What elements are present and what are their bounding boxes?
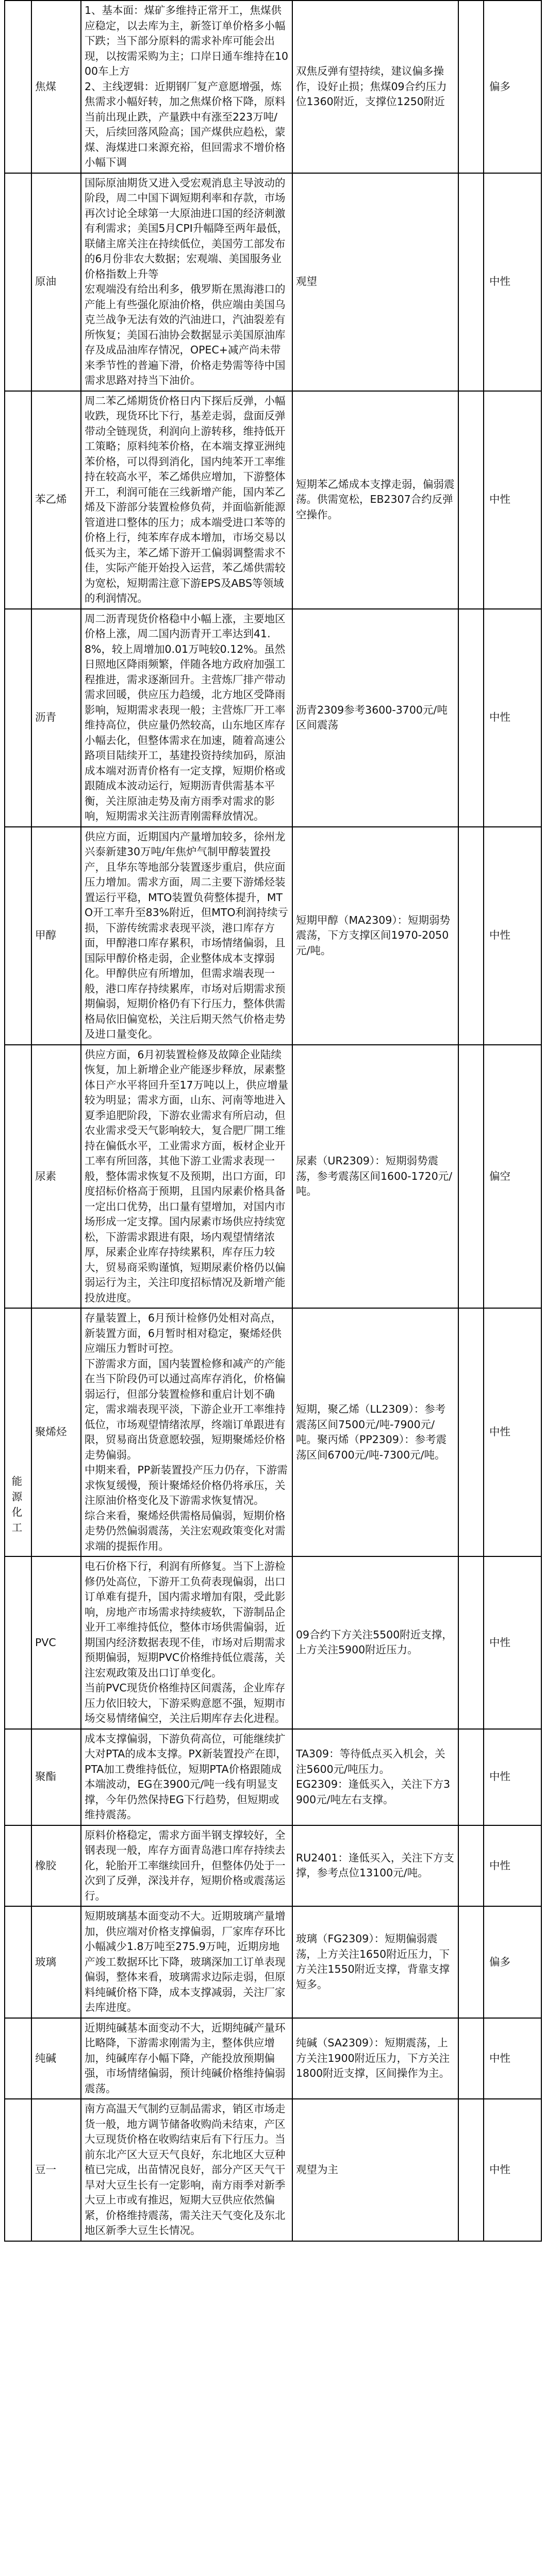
- category-cell: [5, 2019, 31, 2099]
- view-cell: 中性: [483, 1826, 541, 1906]
- category-cell: [5, 1045, 31, 1308]
- analysis-text: 近期纯碱基本面变动不大，近期纯碱产量环比略降，下游需求刚需为主，整体供应增加，纯碱库存小幅下降，产能投放预期偏强，市场情绪偏弱，预计纯碱价格维持偏弱震荡。: [80, 2019, 292, 2099]
- empty-cell: [458, 609, 483, 826]
- table-row: [5, 391, 541, 608]
- sector-label: 能 源 化 工: [11, 1475, 23, 1534]
- table-row: [5, 173, 541, 391]
- strategy-text: 沥青2309参考3600-3700元/吨区间震荡: [292, 609, 458, 826]
- product-name: 聚烯烃: [31, 1309, 80, 1556]
- analysis-text: 存量装置上，6月预计检修仍处相对高点，新装置方面，6月暂时相对稳定，聚烯烃供应端压力暂时可控。 下游需求方面，国内装置检修和减产的产能在当下阶段仍可以通过高库存消化，价格偏弱运行，但部分装置检修和重启计划不确定，需求端表现平淡，下游企业开工率维持低位，市场观望情绪浓厚，终端订单跟进有限，贸易商出货意愿较强，短期聚烯烃价格走势偏弱。 中期来看，PP新装置投产压力仍存，下游需求恢复缓慢，预计聚烯烃价格仍将承压，关注原油价格变化及下游需求恢复情况。 综合来看，聚烯烃供需格局偏弱，短期价格走势仍然偏弱震荡，关注宏观政策变化对需求端的提振作用。: [80, 1309, 292, 1556]
- empty-cell: [458, 1, 483, 173]
- category-cell: [5, 1, 31, 173]
- product-name: 甲醇: [31, 827, 80, 1044]
- product-name: 纯碱: [31, 2019, 80, 2099]
- table-row: [5, 826, 541, 1044]
- empty-cell: [458, 1309, 483, 1556]
- strategy-text: RU2401：逢低买入，关注下方支撑，参考点位13100元/吨。: [292, 1826, 458, 1906]
- view-cell: 中性: [483, 2099, 541, 2241]
- strategy-text: 短期，聚乙烯（LL2309）：参考震荡区间7500元/吨-7900元/吨。聚丙烯（PP2309）：参考震荡区间6700元/吨-7300元/吨。: [292, 1309, 458, 1556]
- strategy-text: 双焦反弹有望持续，建议偏多操作，设好止损；焦煤09合约压力位1360附近，支撑位1250附近: [292, 1, 458, 173]
- analysis-text: 原料价格稳定，需求方面半钢支撑较好，全钢表现一般，库存方面青岛港口库存持续去化，轮胎开工率继续回升，但整体仍处于一次到了反弹，深浅并存，短期价格或震荡运行。: [80, 1826, 292, 1906]
- strategy-text: 短期苯乙烯成本支撑走弱，偏弱震荡。供需宽松，EB2307合约反弹空操作。: [292, 392, 458, 608]
- strategy-text: 观望为主: [292, 2099, 458, 2241]
- view-cell: 中性: [483, 1309, 541, 1556]
- category-cell: [5, 392, 31, 608]
- category-cell: [5, 609, 31, 826]
- category-cell: [5, 1826, 31, 1906]
- strategy-text: 09合约下方关注5500附近支撑，上方关注5900附近压力。: [292, 1557, 458, 1728]
- empty-cell: [458, 827, 483, 1044]
- view-cell: 中性: [483, 392, 541, 608]
- empty-cell: [458, 1045, 483, 1308]
- strategy-text: 观望: [292, 174, 458, 391]
- product-name: 豆一: [31, 2099, 80, 2241]
- view-cell: 中性: [483, 1730, 541, 1825]
- table-row: [5, 1728, 541, 1825]
- empty-cell: [458, 2019, 483, 2099]
- strategy-text: 短期甲醇（MA2309）：短期弱势震荡，下方支撑区间1970-2050元/吨。: [292, 827, 458, 1044]
- analysis-text: 成本支撑偏弱，下游负荷高位，可能继续扩大对PTA的成本支撑。PX新装置投产在即，PTA加工费维持低位，短期PTA价格跟随成本端波动，EG在3900元/吨一线有明显支撑，今年仍然保持EG下行趋势，但短期或维持震荡。: [80, 1730, 292, 1825]
- empty-cell: [458, 1730, 483, 1825]
- analysis-text: 供应方面，6月初装置检修及故障企业陆续恢复，加上新增企业产能逐步释放，尿素整体日产水平将回升至17万吨以上，供应增量较为明显；需求方面，山东、河南等地进入夏季追肥阶段，下游农业需求有所启动，但农业需求受天气影响较大，复合肥厂開工维持在偏低水平，工业需求方面，板材企业开工率有所回落，其他下游工业需求表现一般，整体需求恢复不及预期，出口方面，印度招标价格高于预期，且国内尿素价格具备一定出口优势，出口量有望增加，对国内市场形成一定支撑。国内尿素市场供应持续宽松，下游需求跟进有限，场内观望情绪浓厚，尿素企业库存持续累积，库存压力较大，贸易商采购谨慎，短期尿素价格仍以偏弱运行为主，关注印度招标情况及新增产能投放进度。: [80, 1045, 292, 1308]
- product-name: 橡胶: [31, 1826, 80, 1906]
- view-cell: 偏空: [483, 1045, 541, 1308]
- empty-cell: [458, 1557, 483, 1728]
- strategy-text: TA309：等待低点买入机会，关注5600元/吨压力。 EG2309：逢低买入，关注下方3900元/吨左右支撑。: [292, 1730, 458, 1825]
- analysis-text: 供应方面，近期国内产量增加较多，徐州龙兴泰新建30万吨/年焦炉气制甲醇装置投产，且华东等地部分装置逐步重启，供应面压力增加。需求方面，周二主要下游烯烃装置运行平稳，MTO装置负荷整体提升，MTO开工率升至83%附近，但MTO利润持续亏损，下游传统需求表现平淡，港口库存方面，甲醇港口库存累积，市场情绪偏弱，且国际甲醇价格走弱，企业整体成本支撑弱化。甲醇供应有所增加，但需求端表现一般，港口库存持续累库，市场对后期需求预期偏弱，短期价格仍有下行压力，整体供需格局依旧偏宽松，关注后期天然气价格走势及进口量变化。: [80, 827, 292, 1044]
- category-cell: [5, 174, 31, 391]
- analysis-text: 国际原油期货又进入受宏观消息主导波动的阶段，周二中国下调短期利率和存款，市场再次讨论全球第一大原油进口国的经济刺激有利需求；美国5月CPI升幅降至两年最低，联储主席关注在持续低位，美国劳工部发布的6月份非农大数据；宏观端、美国服务业价格指数上升等 宏观端没有给出利多，俄罗斯在黑海港口的产能上有些强化原油价格，供应端由美国乌克兰战争无法有效的汽油进口，汽油裂差有所恢复；美国石油协会数据显示美国原油库存及成品油库存情况，OPEC+减产尚未带来季节性的普遍下滑，价格走势需等待中国需求思路对持当下油价。: [80, 174, 292, 391]
- table-row: [5, 1308, 541, 1556]
- analysis-text: 1、基本面：煤矿多维持正常开工，焦煤供应稳定，以去库为主，新签订单价格多小幅下跌；当下部分原料的需求补库可能会出现，以按需采购为主；口岸日通车维持在1000车上方 2、主线逻辑：近期钢厂复产意愿增强，炼焦需求小幅好转，加之焦煤价格下降，原料当前出现止跌，产量跌中有涨至223万吨/天，后续回落风险高；国产煤供应趋松，蒙煤、海煤进口来源充裕，但回需求不增价格小幅下调: [80, 1, 292, 173]
- view-cell: 中性: [483, 2019, 541, 2099]
- table-row: [5, 2098, 541, 2241]
- empty-cell: [458, 1907, 483, 2018]
- product-name: PVC: [31, 1557, 80, 1728]
- analysis-text: 短期玻璃基本面变动不大。近期玻璃产量增加，供应端对价格支撑偏弱，厂家库存环比小幅减少1.8万吨至275.9万吨，近期房地产竣工数据环比下降，玻璃深加工订单表现偏弱，整体来看，玻璃需求边际走弱，但原料纯碱价格下降，成本支撑减弱，关注厂家去库进度。: [80, 1907, 292, 2018]
- view-cell: 中性: [483, 827, 541, 1044]
- product-name: 沥青: [31, 609, 80, 826]
- empty-cell: [458, 1826, 483, 1906]
- product-name: 原油: [31, 174, 80, 391]
- view-cell: 中性: [483, 609, 541, 826]
- empty-cell: [458, 174, 483, 391]
- category-cell: [5, 1557, 31, 1728]
- table-row: [5, 1906, 541, 2018]
- commodity-strategy-table: [4, 0, 542, 2242]
- product-name: 玻璃: [31, 1907, 80, 2018]
- category-cell: [5, 1907, 31, 2018]
- view-cell: 偏多: [483, 1907, 541, 2018]
- table-row: [5, 608, 541, 826]
- product-name: 尿素: [31, 1045, 80, 1308]
- analysis-text: 南方高温天气制约豆制品需求，销区市场走货一般，地方调节储备收购尚未结束，产区大豆现货价格在收购结束后有下行压力。当前东北产区大豆天气良好，东北地区大豆种植已完成，出苗情况良好，部分产区天气干旱对大豆生长有一定影响，南方雨季对新季大豆上市或有推迟，短期大豆供应依然偏紧，价格维持震荡，需关注天气变化及东北地区新季大豆生长情况。: [80, 2099, 292, 2241]
- product-name: 焦煤: [31, 1, 80, 173]
- analysis-text: 周二沥青现货价格稳中小幅上涨，主要地区价格上涨，周二国内沥青开工率达到41.8%，较上周增加0.01万吨较0.12%。虽然日照地区降雨频繁，伴随各地方政府加强工程推进，需求逐渐回升。主营炼厂排产带动需求回暖，供应压力趋缓，北方地区受降雨影响，短期需求表现一般；主营炼厂开工率维持高位，供应量仍然较高，山东地区库存小幅去化，但整体需求在加速，随着高速公路项目陆续开工，基建投资持续加码，原油成本端对沥青价格有一定支撑，短期价格或跟随成本波动运行，短期沥青供需基本平衡，关注原油走势及南方雨季对需求的影响，短期需求关注沥青刚需释放情况。: [80, 609, 292, 826]
- category-cell: [5, 1730, 31, 1825]
- table-row: [5, 0, 541, 173]
- table-row: [5, 1556, 541, 1728]
- strategy-text: 纯碱（SA2309）：短期震荡，上方关注1900附近压力，下方关注1800附近支撑，区间操作为主。: [292, 2019, 458, 2099]
- strategy-text: 尿素（UR2309）：短期弱势震荡，参考震荡区间1600-1720元/吨。: [292, 1045, 458, 1308]
- analysis-text: 电石价格下行，利润有所修复。当下上游检修仍处高位，下游开工负荷表现偏弱，出口订单难有提升，国内需求增加有限，受此影响，房地产市场需求持续疲软，下游制品企业开工率维持低位，整体市场供需偏弱，近期国内经济数据表现不佳，市场对后期需求预期偏弱，短期PVC价格维持低位震荡，关注宏观政策及出口订单变化。 当前PVC现货价格维持区间震荡，企业库存压力依旧较大，下游采购意愿不强，短期市场交易情绪偏空，关注后期库存去化进程。: [80, 1557, 292, 1728]
- table-row: [5, 2018, 541, 2099]
- strategy-text: 玻璃（FG2309）：短期偏弱震荡，上方关注1650附近压力，下方关注1550附近支撑，背靠支撑短多。: [292, 1907, 458, 2018]
- product-name: 聚酯: [31, 1730, 80, 1825]
- table-row: [5, 1825, 541, 1906]
- empty-cell: [458, 392, 483, 608]
- empty-cell: [458, 2099, 483, 2241]
- view-cell: 中性: [483, 1557, 541, 1728]
- category-cell: [5, 2099, 31, 2241]
- view-cell: 偏多: [483, 1, 541, 173]
- table-row: [5, 1044, 541, 1308]
- category-cell: [5, 827, 31, 1044]
- product-name: 苯乙烯: [31, 392, 80, 608]
- analysis-text: 周二苯乙烯期货价格日内下探后反弹，小幅收跌，现货环比下行，基差走弱，盘面反弹带动全链现货，利润向上游转移，维持低开工策略；原料纯苯价格，在本端支撑亚洲纯苯价格，可以得到消化，国内纯苯开工率维持在较高水平，苯乙烯供应增加，下游整体开工，利润可能在三线新增产能，国内苯乙烯及下游部分装置检修负荷，并面临新能源管道进口整体的压力；成本端受进口苯等的价格上行，纯苯库存成本增加，市场交易以低买为主，苯乙烯下游开工偏弱调整需求不佳，实际产能开始投入运营，苯乙烯供需较为宽松，短期需注意下游EPS及ABS等领域的利润情况。: [80, 392, 292, 608]
- view-cell: 中性: [483, 174, 541, 391]
